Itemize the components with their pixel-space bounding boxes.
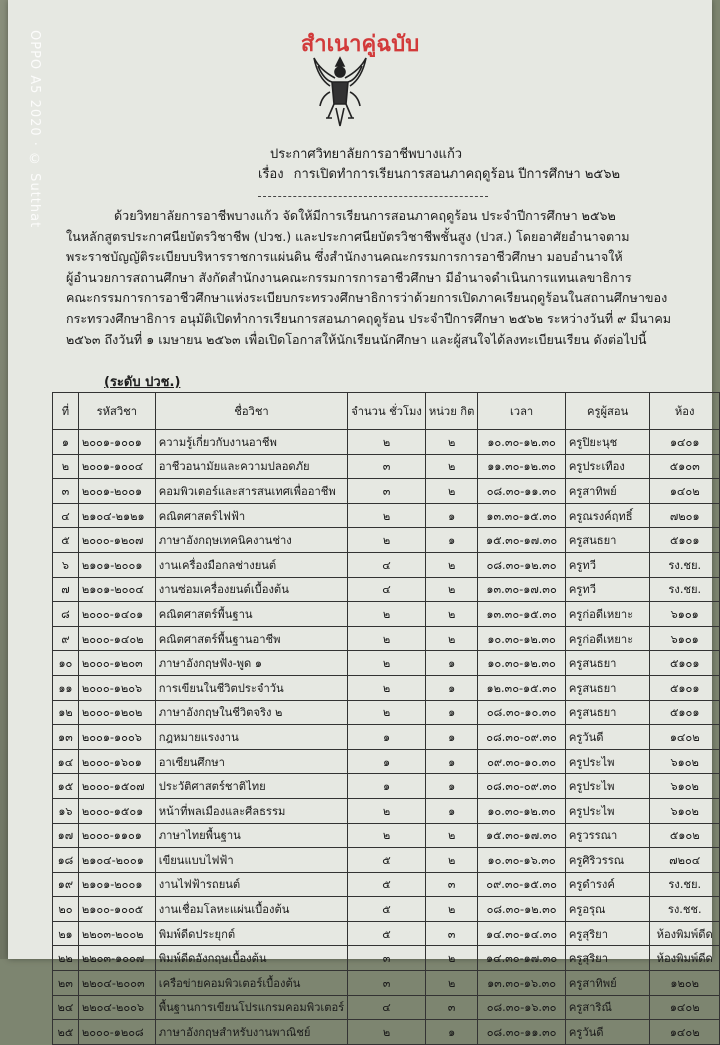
garuda-emblem-icon: [310, 52, 370, 130]
table-row: [53, 528, 720, 553]
column-header: ครูผู้สอน: [565, 393, 650, 430]
table-cell: คณิตศาสตร์พื้นฐาน: [155, 602, 347, 627]
table-cell: ๐๘.๓๐-๑๖.๓๐: [478, 995, 565, 1020]
table-cell: ๑๔๐๒: [650, 1020, 720, 1045]
table-row: [53, 995, 720, 1020]
table-cell: ครูทวี: [565, 577, 650, 602]
table-cell: ๒: [425, 454, 477, 479]
table-cell: ๑๔๐๒: [650, 725, 720, 750]
table-cell: อาชีวอนามัยและความปลอดภัย: [155, 454, 347, 479]
table-cell: ครูสุริยา: [565, 921, 650, 946]
table-cell: ๒๔: [53, 995, 79, 1020]
table-cell: ๓: [348, 454, 426, 479]
table-row: [53, 749, 720, 774]
table-cell: ๑: [348, 774, 426, 799]
table-cell: ครูสนธยา: [565, 700, 650, 725]
table-cell: ๑: [425, 774, 477, 799]
table-cell: ครูก่อดีเหยาะ: [565, 602, 650, 627]
table-row: [53, 552, 720, 577]
table-cell: ๕๑๐๓: [650, 454, 720, 479]
course-table: [52, 392, 720, 1045]
table-cell: ๒๐๐๐-๑๒๐๓: [78, 651, 155, 676]
body-line: ผู้อำนวยการสถานศึกษา สังกัดสำนักงานคณะกรรมการการอาชีวศึกษา มีอำนาจดำเนินการแทนเลขาธิการ: [66, 269, 632, 285]
table-cell: ๕: [348, 897, 426, 922]
table-cell: ครูวันดี: [565, 725, 650, 750]
table-cell: ๒๐๐๑-๑๐๐๖: [78, 725, 155, 750]
column-header: หน่วย กิต: [425, 393, 477, 430]
table-cell: ๑: [53, 430, 79, 455]
table-cell: ๖๑๐๒: [650, 774, 720, 799]
table-cell: ภาษาอังกฤษเทคนิคงานช่าง: [155, 528, 347, 553]
column-header: ที่: [53, 393, 79, 430]
table-cell: ๓: [348, 479, 426, 504]
table-cell: ๓: [348, 971, 426, 996]
level-label: (ระดับ ปวช.): [104, 375, 181, 390]
table-cell: ครูสาทิพย์: [565, 479, 650, 504]
camera-watermark: OPPO A5 2020 · © Sutthat: [27, 30, 42, 229]
table-cell: ๖๑๐๑: [650, 626, 720, 651]
table-cell: ๒๐๐๐-๑๒๐๘: [78, 1020, 155, 1045]
table-cell: พิมพ์ดีดประยุกต์: [155, 921, 347, 946]
table-cell: ๑๐: [53, 651, 79, 676]
table-cell: ๑๑: [53, 675, 79, 700]
table-cell: ๑๑.๓๐-๑๒.๓๐: [478, 454, 565, 479]
table-cell: ครูสนธยา: [565, 528, 650, 553]
table-cell: พิมพ์ดีดอังกฤษเบื้องต้น: [155, 946, 347, 971]
body-line: คณะกรรมการการอาชีวศึกษาแห่งระเบียบกระทรวงศึกษาธิการว่าด้วยการเปิดภาคเรียนฤดูร้อนในสถานศึกษาของ: [66, 290, 668, 306]
table-cell: ครูประไพ: [565, 774, 650, 799]
body-line: ด้วยวิทยาลัยการอาชีพบางแก้ว จัดให้มีการเรียนการสอนภาคฤดูร้อน ประจำปีการศึกษา ๒๕๖๒: [114, 208, 616, 223]
table-cell: ๓: [53, 479, 79, 504]
table-cell: รง.ชย.: [650, 577, 720, 602]
table-cell: งานไฟฟ้ารถยนต์: [155, 872, 347, 897]
table-cell: รง.ชช.: [650, 897, 720, 922]
table-cell: ๑๔๐๑: [650, 430, 720, 455]
table-cell: ครูวรรณา: [565, 823, 650, 848]
table-cell: ๒๑๐๔-๒๐๐๑: [78, 848, 155, 873]
table-cell: ๑๐.๓๐-๑๒.๓๐: [478, 651, 565, 676]
table-row: [53, 872, 720, 897]
table-cell: ครูสุริยา: [565, 946, 650, 971]
column-header: ชื่อวิชา: [155, 393, 347, 430]
table-cell: ๒: [348, 823, 426, 848]
table-cell: ๐๘.๓๐-๑๐.๓๐: [478, 700, 565, 725]
table-cell: ๒: [425, 552, 477, 577]
table-cell: ๑: [348, 749, 426, 774]
table-cell: งานเครื่องมือกลช่างยนต์: [155, 552, 347, 577]
table-cell: ๒: [348, 430, 426, 455]
table-cell: ๒๐๐๑-๑๐๐๑: [78, 430, 155, 455]
table-cell: ๒: [348, 528, 426, 553]
table-row: [53, 725, 720, 750]
table-cell: ครูดำรงค์: [565, 872, 650, 897]
subject-label: เรื่อง: [258, 167, 284, 182]
table-cell: ๐๙.๓๐-๑๐.๓๐: [478, 749, 565, 774]
table-cell: ๒๐๐๐-๑๖๐๑: [78, 749, 155, 774]
table-cell: ๒: [348, 651, 426, 676]
table-cell: ๒๑๐๑-๒๐๐๔: [78, 577, 155, 602]
table-cell: ๒๑๐๑-๒๐๐๑: [78, 872, 155, 897]
body-line: กระทรวงศึกษาธิการ อนุมัติเปิดทำการเรียนการสอนภาคฤดูร้อน ประจำปีการศึกษา ๒๕๖๒ ระหว่างวันที่ ๙ มีนาคม: [66, 310, 672, 326]
table-cell: ๒๐๐๑-๑๐๐๔: [78, 454, 155, 479]
table-cell: ๒๐๐๐-๑๒๐๖: [78, 675, 155, 700]
table-cell: เขียนแบบไฟฟ้า: [155, 848, 347, 873]
table-cell: ๒: [348, 798, 426, 823]
table-cell: ๒: [348, 675, 426, 700]
table-cell: ๔: [348, 577, 426, 602]
table-cell: ๖๑๐๒: [650, 749, 720, 774]
table-cell: ๒: [348, 700, 426, 725]
table-cell: ๓: [425, 872, 477, 897]
table-cell: ๒๐๐๐-๑๔๐๑: [78, 602, 155, 627]
table-cell: ๑๔.๓๐-๑๗.๓๐: [478, 946, 565, 971]
table-cell: ๒๑๐๑-๒๐๐๑: [78, 552, 155, 577]
table-cell: ๒: [425, 626, 477, 651]
table-cell: ๑๔๐๒: [650, 479, 720, 504]
table-cell: ห้องพิมพ์ดีด: [650, 946, 720, 971]
table-cell: ๔: [348, 552, 426, 577]
table-cell: ๔: [53, 503, 79, 528]
table-cell: ๑: [425, 1020, 477, 1045]
table-cell: ๖๑๐๑: [650, 602, 720, 627]
table-cell: ๐๙.๓๐-๑๕.๓๐: [478, 872, 565, 897]
table-cell: ๕๑๐๑: [650, 700, 720, 725]
table-cell: ๐๘.๓๐-๐๙.๓๐: [478, 774, 565, 799]
table-header-row: [53, 393, 720, 430]
table-cell: ๔: [348, 995, 426, 1020]
table-cell: ๑๒.๓๐-๑๕.๓๐: [478, 675, 565, 700]
table-cell: ๗๒๐๔: [650, 848, 720, 873]
table-cell: ภาษาอังกฤษฟัง-พูด ๑: [155, 651, 347, 676]
table-row: [53, 921, 720, 946]
table-cell: คณิตศาสตร์ไฟฟ้า: [155, 503, 347, 528]
table-cell: ๕๑๐๑: [650, 675, 720, 700]
table-cell: ๓: [425, 995, 477, 1020]
table-cell: ๒๑๐๐-๑๐๐๕: [78, 897, 155, 922]
column-header: ห้อง: [650, 393, 720, 430]
announcement-title: ประกาศวิทยาลัยการอาชีพบางแก้ว: [270, 147, 463, 162]
table-cell: ๑๕.๓๐-๑๗.๓๐: [478, 528, 565, 553]
table-cell: ๑๖: [53, 798, 79, 823]
table-cell: ๓: [425, 921, 477, 946]
table-cell: ๒: [425, 848, 477, 873]
table-body: [53, 430, 720, 1045]
table-cell: ๕๑๐๑: [650, 651, 720, 676]
table-row: [53, 454, 720, 479]
table-cell: ๙: [53, 626, 79, 651]
table-cell: ๑๙: [53, 872, 79, 897]
column-header: รหัสวิชา: [78, 393, 155, 430]
table-cell: ๐๘.๓๐-๐๙.๓๐: [478, 725, 565, 750]
background-edge: [0, 0, 8, 959]
table-row: [53, 897, 720, 922]
table-cell: ๗: [53, 577, 79, 602]
table-cell: ๒๐: [53, 897, 79, 922]
table-cell: ๒๐๐๐-๑๕๐๑: [78, 798, 155, 823]
table-cell: รง.ชย.: [650, 872, 720, 897]
table-row: [53, 577, 720, 602]
table-cell: ๑๔๐๒: [650, 995, 720, 1020]
table-cell: ๑: [425, 725, 477, 750]
body-line: พระราชบัญญัติระเบียบบริหารราชการแผ่นดิน ซึ่งสำนักงานคณะกรรมการการอาชีวศึกษา มอบอำนาจให้: [66, 249, 623, 265]
table-row: [53, 1020, 720, 1045]
table-row: [53, 700, 720, 725]
subject-line: [258, 163, 620, 184]
table-cell: ๑๓.๓๐-๑๕.๓๐: [478, 503, 565, 528]
table-cell: ๒: [425, 946, 477, 971]
table-cell: ภาษาไทยพื้นฐาน: [155, 823, 347, 848]
table-cell: ๒๒๐๓-๑๐๐๗: [78, 946, 155, 971]
table-cell: ๖๑๐๒: [650, 798, 720, 823]
table-row: [53, 479, 720, 504]
table-cell: ครูอรุณ: [565, 897, 650, 922]
table-cell: ครูสนธยา: [565, 651, 650, 676]
table-cell: คณิตศาสตร์พื้นฐานอาชีพ: [155, 626, 347, 651]
table-cell: ๑: [425, 675, 477, 700]
table-cell: ๖: [53, 552, 79, 577]
table-cell: ๑๓: [53, 725, 79, 750]
table-cell: ๑๕.๓๐-๑๗.๓๐: [478, 823, 565, 848]
table-cell: ๒: [425, 823, 477, 848]
table-cell: ๒๒: [53, 946, 79, 971]
table-cell: ๑: [425, 749, 477, 774]
table-cell: ครูศิริวรรณ: [565, 848, 650, 873]
table-cell: ๐๘.๓๐-๑๒.๓๐: [478, 897, 565, 922]
column-header: เวลา: [478, 393, 565, 430]
body-line: ในหลักสูตรประกาศนียบัตรวิชาชีพ (ปวช.) และประกาศนียบัตรวิชาชีพชั้นสูง (ปวส.) โดยอาศัยอำนาจตาม: [66, 228, 630, 244]
table-row: [53, 798, 720, 823]
table-cell: ๑๓.๓๐-๑๗.๓๐: [478, 577, 565, 602]
table-row: [53, 675, 720, 700]
copy-stamp: สำเนาคู่ฉบับ: [300, 32, 420, 57]
table-cell: ๗๒๐๑: [650, 503, 720, 528]
table-cell: ๑๒: [53, 700, 79, 725]
table-cell: ๓: [348, 946, 426, 971]
table-cell: ๒๑: [53, 921, 79, 946]
table-cell: ครูวันดี: [565, 1020, 650, 1045]
table-row: [53, 602, 720, 627]
table-cell: ครูประเทือง: [565, 454, 650, 479]
table-cell: ๑๗: [53, 823, 79, 848]
table-row: [53, 651, 720, 676]
table-cell: ๑๐.๓๐-๑๒.๓๐: [478, 430, 565, 455]
table-cell: ๒๒๐๔-๒๐๐๖: [78, 995, 155, 1020]
table-cell: ครูทวี: [565, 552, 650, 577]
table-cell: ๕: [53, 528, 79, 553]
table-cell: ๕: [348, 872, 426, 897]
table-cell: หน้าที่พลเมืองและศีลธรรม: [155, 798, 347, 823]
table-cell: ภาษาอังกฤษสำหรับงานพาณิชย์: [155, 1020, 347, 1045]
table-cell: ครูสาทิพย์: [565, 971, 650, 996]
table-row: [53, 430, 720, 455]
table-cell: ประวัติศาสตร์ชาติไทย: [155, 774, 347, 799]
table-cell: ๐๘.๓๐-๑๑.๓๐: [478, 1020, 565, 1045]
table-cell: ๕: [348, 848, 426, 873]
table-cell: การเขียนในชีวิตประจำวัน: [155, 675, 347, 700]
table-cell: ๒: [425, 602, 477, 627]
table-cell: ๒: [348, 626, 426, 651]
table-cell: ๒: [425, 971, 477, 996]
table-cell: ๑๐.๓๐-๑๒.๓๐: [478, 798, 565, 823]
table-cell: กฎหมายแรงงาน: [155, 725, 347, 750]
table-cell: ๑๘: [53, 848, 79, 873]
table-cell: ๒๒๐๓-๒๐๐๒: [78, 921, 155, 946]
table-cell: ๒: [425, 430, 477, 455]
table-cell: ๕๑๐๒: [650, 823, 720, 848]
table-cell: ๘: [53, 602, 79, 627]
table-cell: ๒๒๐๔-๒๐๐๓: [78, 971, 155, 996]
table-cell: งานซ่อมเครื่องยนต์เบื้องต้น: [155, 577, 347, 602]
table-cell: ๑๐.๓๐-๑๖.๓๐: [478, 848, 565, 873]
table-cell: ๒๐๐๐-๑๕๐๗: [78, 774, 155, 799]
table-cell: ๒๐๐๐-๑๑๐๑: [78, 823, 155, 848]
table-cell: ๒: [348, 602, 426, 627]
table-cell: ๑๒๐๒: [650, 971, 720, 996]
table-cell: ครูก่อดีเหยาะ: [565, 626, 650, 651]
table-cell: ๒๕: [53, 1020, 79, 1045]
table-cell: คอมพิวเตอร์และสารสนเทศเพื่ออาชีพ: [155, 479, 347, 504]
table-cell: ครูสาริณี: [565, 995, 650, 1020]
table-cell: ๕: [348, 921, 426, 946]
table-cell: ๑: [425, 503, 477, 528]
table-cell: ครูประไพ: [565, 798, 650, 823]
table-cell: ๒: [425, 577, 477, 602]
table-cell: ๒: [425, 479, 477, 504]
table-cell: ๒๐๐๐-๑๔๐๒: [78, 626, 155, 651]
table-row: [53, 848, 720, 873]
table-cell: ๑: [425, 651, 477, 676]
body-text: [66, 206, 686, 350]
table-cell: พื้นฐานการเขียนโปรแกรมคอมพิวเตอร์: [155, 995, 347, 1020]
table-cell: ๒๑๐๔-๒๑๒๑: [78, 503, 155, 528]
table-cell: ครูประไพ: [565, 749, 650, 774]
table-cell: ๒: [53, 454, 79, 479]
subject-text: การเปิดทำการเรียนการสอนภาคฤดูร้อน ปีการศึกษา ๒๕๖๒: [293, 167, 621, 182]
table-cell: ห้องพิมพ์ดีด: [650, 921, 720, 946]
table-cell: ๒: [348, 503, 426, 528]
table-row: [53, 774, 720, 799]
table-row: [53, 946, 720, 971]
table-row: [53, 626, 720, 651]
table-row: [53, 503, 720, 528]
table-cell: ๑๔: [53, 749, 79, 774]
table-cell: ๑: [425, 528, 477, 553]
table-cell: ๐๘.๓๐-๑๑.๓๐: [478, 479, 565, 504]
table-cell: อาเซียนศึกษา: [155, 749, 347, 774]
table-cell: ครูสนธยา: [565, 675, 650, 700]
table-cell: ๒๐๐๐-๑๒๐๒: [78, 700, 155, 725]
table-cell: ๒: [348, 1020, 426, 1045]
table-cell: ๑: [425, 700, 477, 725]
table-cell: รง.ชย.: [650, 552, 720, 577]
table-row: [53, 823, 720, 848]
table-cell: ๒๓: [53, 971, 79, 996]
table-cell: ๒๐๐๐-๑๒๐๗: [78, 528, 155, 553]
table-cell: ๕๑๐๑: [650, 528, 720, 553]
table-cell: ๑๓.๓๐-๑๖.๓๐: [478, 971, 565, 996]
table-cell: ความรู้เกี่ยวกับงานอาชีพ: [155, 430, 347, 455]
table-cell: ๑๓.๓๐-๑๕.๓๐: [478, 602, 565, 627]
table-cell: ๐๘.๓๐-๑๒.๓๐: [478, 552, 565, 577]
table-cell: ๒: [425, 897, 477, 922]
table-cell: ครูปิยะนุช: [565, 430, 650, 455]
divider: [258, 196, 488, 197]
table-cell: เครือข่ายคอมพิวเตอร์เบื้องต้น: [155, 971, 347, 996]
body-line: ๒๕๖๓ ถึงวันที่ ๑ เมษายน ๒๕๖๓ เพื่อเปิดโอกาสให้นักเรียนนักศึกษา และผู้สนใจได้ลงทะเบียนเรียน ดังต่อไปนี้: [66, 331, 647, 347]
table-cell: ๑๕: [53, 774, 79, 799]
table-cell: ครูณรงค์ฤทธิ์: [565, 503, 650, 528]
table-cell: ๒๐๐๑-๒๐๐๑: [78, 479, 155, 504]
table-cell: ๑๔.๓๐-๑๔.๓๐: [478, 921, 565, 946]
table-cell: ภาษาอังกฤษในชีวิตจริง ๒: [155, 700, 347, 725]
column-header: จำนวน ชั่วโมง: [348, 393, 426, 430]
table-row: [53, 971, 720, 996]
table-cell: ๑๐.๓๐-๑๒.๓๐: [478, 626, 565, 651]
table-cell: ๑: [348, 725, 426, 750]
table-cell: งานเชื่อมโลหะแผ่นเบื้องต้น: [155, 897, 347, 922]
table-cell: ๑: [425, 798, 477, 823]
